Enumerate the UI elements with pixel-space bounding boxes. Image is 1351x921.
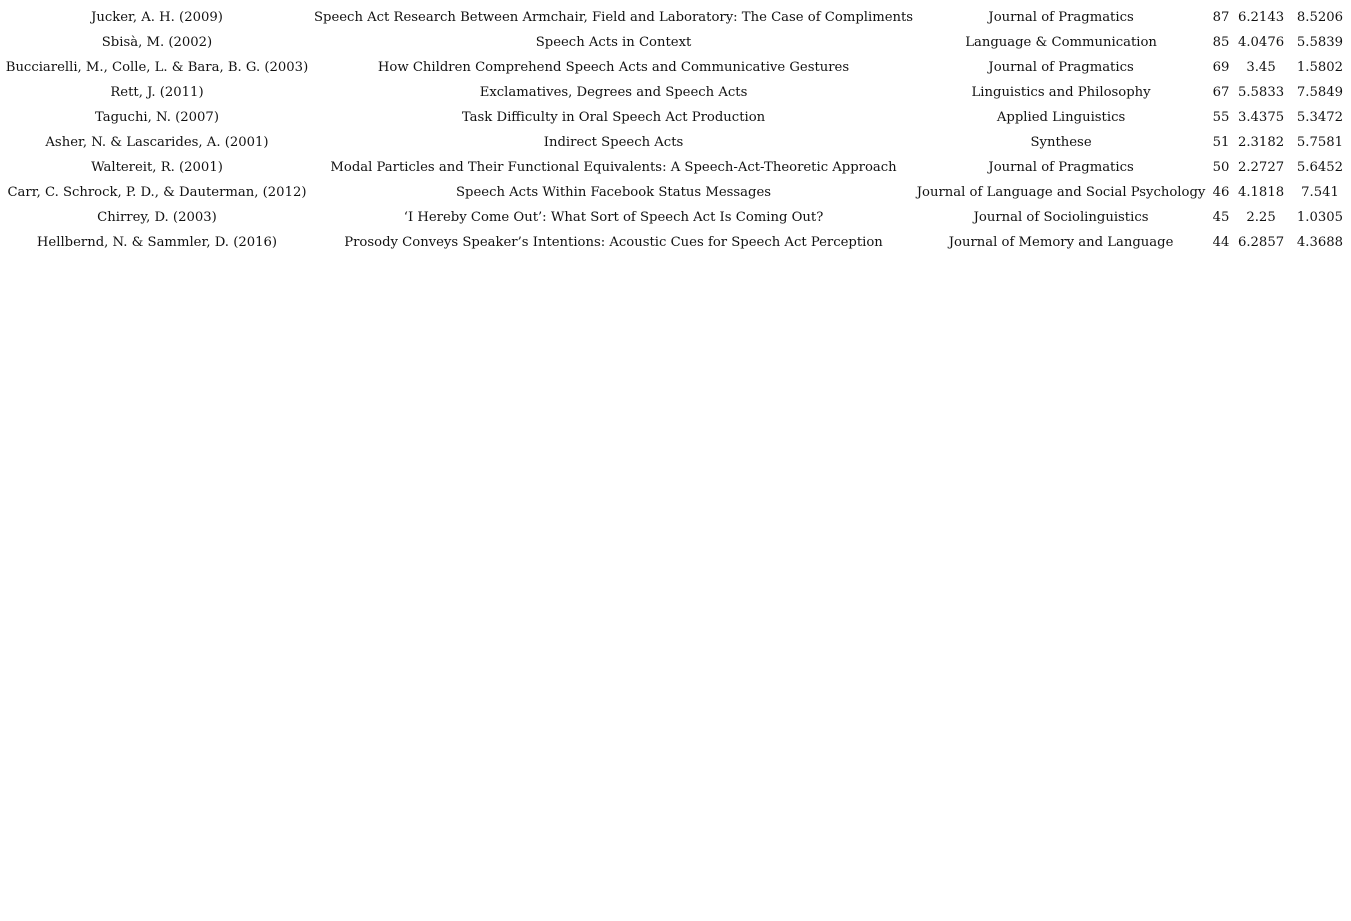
author-cell: Jucker, A. H. (2009) bbox=[91, 10, 223, 25]
metric1-cell: 5.5833 bbox=[1237, 85, 1285, 100]
title-cell: Speech Act Research Between Armchair, Field and Laboratory: The Case of Compliments bbox=[313, 10, 914, 25]
author-cell: Rett, J. (2011) bbox=[110, 85, 204, 100]
title-cell: Speech Acts in Context bbox=[535, 35, 692, 50]
title-cell: How Children Comprehend Speech Acts and Communicative Gestures bbox=[377, 60, 850, 75]
title-cell: ‘I Hereby Come Out’: What Sort of Speech Act Is Coming Out? bbox=[403, 210, 824, 225]
table-row bbox=[0, 205, 1351, 230]
journal-cell: Journal of Memory and Language bbox=[948, 235, 1174, 250]
author-cell: Waltereit, R. (2001) bbox=[91, 160, 223, 175]
journal-cell: Journal of Pragmatics bbox=[988, 60, 1134, 75]
journal-cell: Journal of Sociolinguistics bbox=[973, 210, 1149, 225]
metric1-cell: 3.4375 bbox=[1237, 110, 1285, 125]
table-row bbox=[0, 80, 1351, 105]
author-cell: Hellbernd, N. & Sammler, D. (2016) bbox=[36, 235, 278, 250]
metric2-cell: 8.5206 bbox=[1296, 10, 1344, 25]
author-cell: Asher, N. & Lascarides, A. (2001) bbox=[45, 135, 269, 150]
citations-cell: 55 bbox=[1212, 110, 1230, 125]
author-cell: Carr, C. Schrock, P. D., & Dauterman, (2012) bbox=[7, 185, 307, 200]
title-cell: Indirect Speech Acts bbox=[543, 135, 684, 150]
metric2-cell: 4.3688 bbox=[1296, 235, 1344, 250]
table-row bbox=[0, 155, 1351, 180]
title-cell: Modal Particles and Their Functional Equivalents: A Speech-Act-Theoretic Approach bbox=[330, 160, 897, 175]
metric2-cell: 5.3472 bbox=[1296, 110, 1344, 125]
table-row bbox=[0, 5, 1351, 30]
metric1-cell: 6.2143 bbox=[1237, 10, 1285, 25]
citation-table-body bbox=[0, 5, 1351, 255]
metric2-cell: 5.5839 bbox=[1296, 35, 1344, 50]
metric2-cell: 7.5849 bbox=[1296, 85, 1344, 100]
table-row bbox=[0, 230, 1351, 255]
citations-cell: 87 bbox=[1212, 10, 1230, 25]
citations-cell: 50 bbox=[1212, 160, 1230, 175]
title-cell: Exclamatives, Degrees and Speech Acts bbox=[479, 85, 748, 100]
citation-table bbox=[0, 5, 1351, 255]
title-cell: Task Difficulty in Oral Speech Act Production bbox=[461, 110, 766, 125]
citations-cell: 44 bbox=[1212, 235, 1230, 250]
metric1-cell: 2.2727 bbox=[1237, 160, 1285, 175]
metric2-cell: 5.6452 bbox=[1296, 160, 1344, 175]
author-cell: Taguchi, N. (2007) bbox=[94, 110, 219, 125]
metric1-cell: 6.2857 bbox=[1237, 235, 1285, 250]
metric2-cell: 1.5802 bbox=[1296, 60, 1344, 75]
table-row bbox=[0, 130, 1351, 155]
table-row bbox=[0, 105, 1351, 130]
journal-cell: Applied Linguistics bbox=[996, 110, 1126, 125]
citations-cell: 45 bbox=[1212, 210, 1230, 225]
table-row bbox=[0, 55, 1351, 80]
author-cell: Chirrey, D. (2003) bbox=[97, 210, 217, 225]
journal-cell: Journal of Pragmatics bbox=[988, 160, 1134, 175]
metric2-cell: 5.7581 bbox=[1296, 135, 1344, 150]
journal-cell: Journal of Pragmatics bbox=[988, 10, 1134, 25]
citations-cell: 51 bbox=[1212, 135, 1230, 150]
metric1-cell: 4.1818 bbox=[1237, 185, 1285, 200]
journal-cell: Language & Communication bbox=[965, 35, 1157, 50]
table-row bbox=[0, 30, 1351, 55]
metric1-cell: 3.45 bbox=[1246, 60, 1276, 75]
journal-cell: Journal of Language and Social Psychology bbox=[916, 185, 1206, 200]
author-cell: Bucciarelli, M., Colle, L. & Bara, B. G. (2003) bbox=[5, 60, 309, 75]
metric1-cell: 4.0476 bbox=[1237, 35, 1285, 50]
title-cell: Prosody Conveys Speaker’s Intentions: Acoustic Cues for Speech Act Perception bbox=[344, 235, 883, 250]
metric2-cell: 7.541 bbox=[1301, 185, 1339, 200]
table-row bbox=[0, 180, 1351, 205]
citations-cell: 85 bbox=[1212, 35, 1230, 50]
title-cell: Speech Acts Within Facebook Status Messages bbox=[456, 185, 772, 200]
citations-cell: 69 bbox=[1212, 60, 1230, 75]
citations-cell: 67 bbox=[1212, 85, 1230, 100]
journal-cell: Synthese bbox=[1030, 135, 1092, 150]
metric2-cell: 1.0305 bbox=[1296, 210, 1344, 225]
metric1-cell: 2.25 bbox=[1246, 210, 1276, 225]
author-cell: Sbisà, M. (2002) bbox=[101, 35, 213, 50]
metric1-cell: 2.3182 bbox=[1237, 135, 1285, 150]
journal-cell: Linguistics and Philosophy bbox=[971, 85, 1151, 100]
citations-cell: 46 bbox=[1212, 185, 1230, 200]
